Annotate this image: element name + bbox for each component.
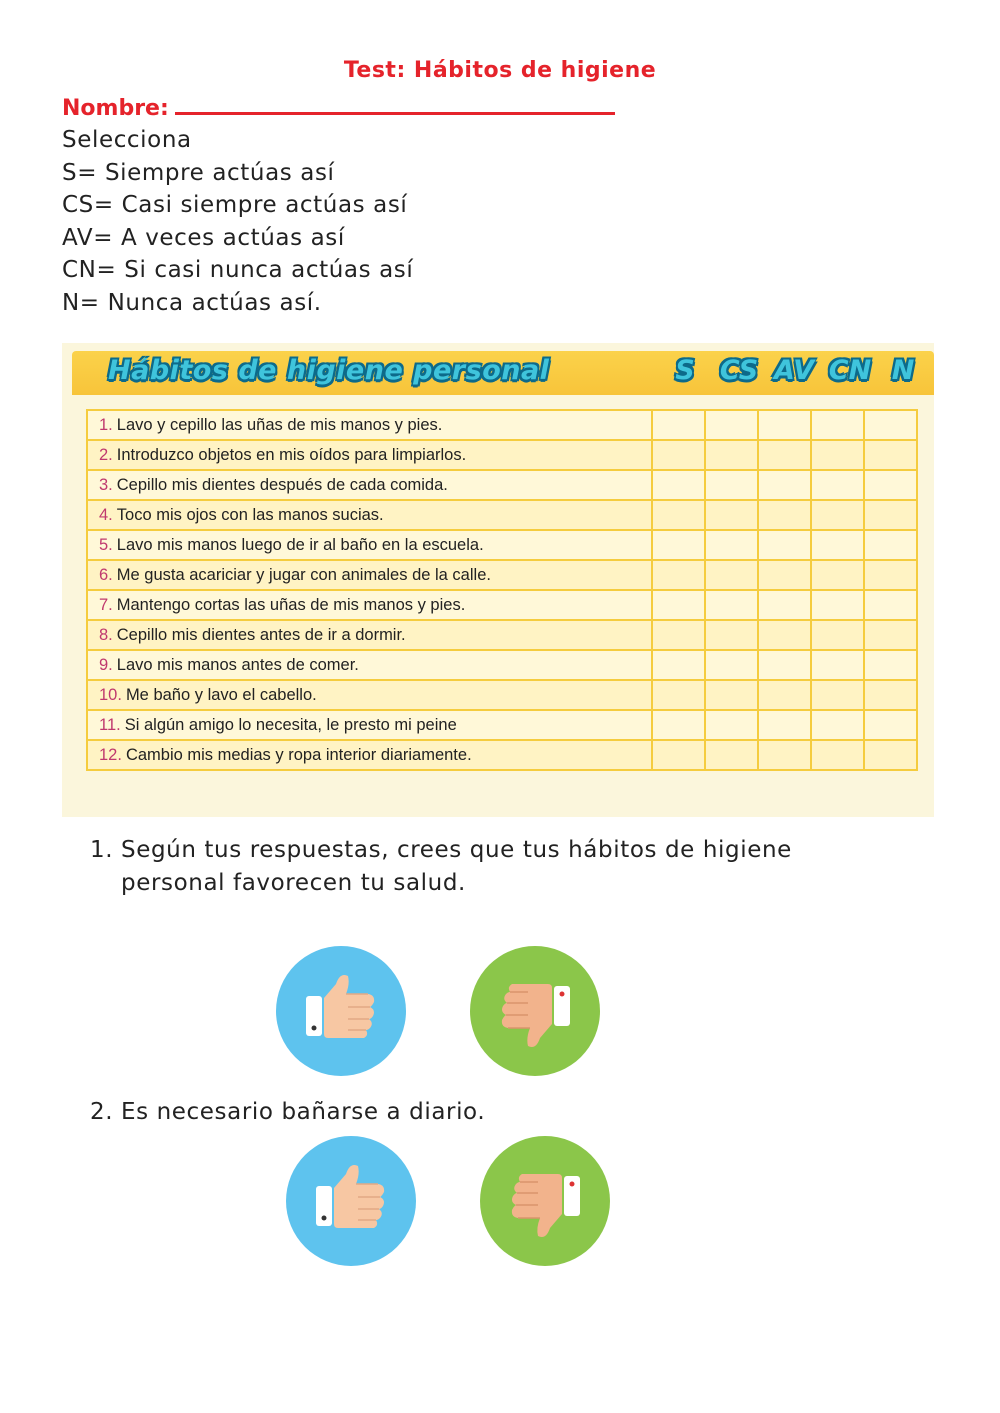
answer-cell-av[interactable] (758, 740, 811, 770)
answer-cell-n[interactable] (864, 440, 917, 470)
answer-cell-av[interactable] (758, 620, 811, 650)
answer-cell-av[interactable] (758, 530, 811, 560)
habit-text: Introduzco objetos en mis oídos para limpiarlos. (116, 445, 467, 464)
question-number: 1. (90, 837, 114, 863)
habit-text: Lavo mis manos antes de comer. (116, 655, 359, 674)
instruction-line: N= Nunca actúas así. (62, 289, 322, 316)
answer-cell-cs[interactable] (705, 590, 758, 620)
answer-cell-s[interactable] (652, 620, 705, 650)
habit-statement (87, 470, 652, 500)
answer-cell-n[interactable] (864, 560, 917, 590)
column-header-s: S (675, 355, 695, 386)
habit-number: 5. (99, 535, 113, 554)
name-label: Nombre: (62, 96, 169, 121)
habit-text: Mantengo cortas las uñas de mis manos y pies. (116, 595, 466, 614)
answer-cell-cs[interactable] (705, 740, 758, 770)
answer-cell-s[interactable] (652, 740, 705, 770)
thumbs-down-icon (470, 946, 600, 1076)
question-number: 2. (90, 1099, 114, 1125)
thumbs-up-icon (286, 1136, 416, 1266)
habit-number: 2. (99, 445, 113, 464)
habit-text: Me baño y lavo el cabello. (125, 685, 317, 704)
table-row (87, 500, 917, 530)
answer-cell-s[interactable] (652, 470, 705, 500)
habit-number: 6. (99, 565, 113, 584)
name-field-row (62, 92, 615, 121)
answer-cell-av[interactable] (758, 500, 811, 530)
answer-cell-av[interactable] (758, 710, 811, 740)
table-row (87, 440, 917, 470)
instruction-line: Selecciona (62, 127, 192, 153)
habit-statement (87, 680, 652, 710)
answer-cell-cs[interactable] (705, 530, 758, 560)
answer-cell-n[interactable] (864, 470, 917, 500)
table-row (87, 590, 917, 620)
q2-dislike-button[interactable] (480, 1136, 610, 1266)
answer-cell-av[interactable] (758, 410, 811, 440)
habit-text: Cambio mis medias y ropa interior diariamente. (125, 745, 472, 764)
answer-cell-n[interactable] (864, 590, 917, 620)
habit-number: 12. (99, 745, 122, 764)
habit-statement (87, 710, 652, 740)
answer-cell-s[interactable] (652, 590, 705, 620)
answer-cell-cn[interactable] (811, 560, 864, 590)
answer-cell-cs[interactable] (705, 620, 758, 650)
page-title: Test: Hábitos de higiene (343, 58, 657, 83)
answer-cell-n[interactable] (864, 620, 917, 650)
habits-grid (86, 409, 918, 771)
answer-cell-n[interactable] (864, 500, 917, 530)
table-row (87, 560, 917, 590)
habit-text: Lavo mis manos luego de ir al baño en la escuela. (116, 535, 484, 554)
answer-cell-cs[interactable] (705, 560, 758, 590)
answer-cell-cn[interactable] (811, 530, 864, 560)
habit-number: 10. (99, 685, 122, 704)
answer-cell-cs[interactable] (705, 440, 758, 470)
answer-cell-cs[interactable] (705, 680, 758, 710)
table-row (87, 620, 917, 650)
table-row (87, 680, 917, 710)
answer-cell-s[interactable] (652, 500, 705, 530)
habit-statement (87, 590, 652, 620)
answer-cell-av[interactable] (758, 650, 811, 680)
answer-cell-cn[interactable] (811, 650, 864, 680)
habit-text: Cepillo mis dientes antes de ir a dormir. (116, 625, 406, 644)
answer-cell-s[interactable] (652, 710, 705, 740)
thumbs-up-icon (276, 946, 406, 1076)
answer-cell-n[interactable] (864, 410, 917, 440)
habit-number: 9. (99, 655, 113, 674)
instruction-line: S= Siempre actúas así (62, 159, 335, 186)
habit-number: 4. (99, 505, 113, 524)
habit-text: Me gusta acariciar y jugar con animales de la calle. (116, 565, 491, 584)
instruction-line: CN= Si casi nunca actúas así (62, 257, 414, 284)
habit-statement (87, 530, 652, 560)
habit-number: 3. (99, 475, 113, 494)
table-row (87, 410, 917, 440)
table-row (87, 740, 917, 770)
column-header-cn: CN (828, 355, 872, 386)
question-text-line: personal favorecen tu salud. (121, 870, 466, 896)
instructions (62, 124, 413, 320)
habit-statement (87, 500, 652, 530)
answer-cell-cs[interactable] (705, 470, 758, 500)
answer-cell-cn[interactable] (811, 500, 864, 530)
answer-cell-s[interactable] (652, 410, 705, 440)
table-title: Hábitos de higiene personal (108, 355, 550, 386)
answer-cell-s[interactable] (652, 530, 705, 560)
answer-cell-s[interactable] (652, 680, 705, 710)
answer-cell-n[interactable] (864, 530, 917, 560)
table-header (72, 351, 934, 395)
table-row (87, 650, 917, 680)
habit-statement (87, 650, 652, 680)
question-2 (90, 1096, 890, 1129)
thumbs-down-icon (480, 1136, 610, 1266)
answer-cell-cs[interactable] (705, 650, 758, 680)
answer-cell-av[interactable] (758, 560, 811, 590)
answer-cell-av[interactable] (758, 440, 811, 470)
answer-cell-cn[interactable] (811, 740, 864, 770)
habit-number: 1. (99, 415, 113, 434)
question-text-line: Es necesario bañarse a diario. (121, 1099, 486, 1125)
table-row (87, 710, 917, 740)
answer-cell-n[interactable] (864, 650, 917, 680)
answer-cell-n[interactable] (864, 680, 917, 710)
answer-cell-cs[interactable] (705, 410, 758, 440)
answer-cell-av[interactable] (758, 680, 811, 710)
answer-cell-cn[interactable] (811, 470, 864, 500)
answer-cell-cn[interactable] (811, 680, 864, 710)
question-1 (90, 834, 890, 900)
instruction-line: CS= Casi siempre actúas así (62, 192, 408, 219)
habit-statement (87, 620, 652, 650)
habit-statement (87, 440, 652, 470)
answer-cell-s[interactable] (652, 650, 705, 680)
habit-statement (87, 740, 652, 770)
answer-cell-s[interactable] (652, 560, 705, 590)
answer-cell-av[interactable] (758, 470, 811, 500)
column-header-av: AV (774, 355, 814, 386)
column-header-n: N (891, 355, 915, 386)
habits-table (62, 343, 934, 817)
answer-cell-cn[interactable] (811, 710, 864, 740)
answer-cell-n[interactable] (864, 740, 917, 770)
habit-statement (87, 560, 652, 590)
habit-number: 7. (99, 595, 113, 614)
answer-cell-cs[interactable] (705, 500, 758, 530)
habit-number: 8. (99, 625, 113, 644)
q1-like-button[interactable] (276, 946, 406, 1076)
answer-cell-cn[interactable] (811, 410, 864, 440)
answer-cell-cn[interactable] (811, 590, 864, 620)
answer-cell-cs[interactable] (705, 710, 758, 740)
q1-dislike-button[interactable] (470, 946, 600, 1076)
habit-text: Cepillo mis dientes después de cada comida. (116, 475, 448, 494)
habit-statement (87, 410, 652, 440)
answer-cell-s[interactable] (652, 440, 705, 470)
habit-text: Lavo y cepillo las uñas de mis manos y pies. (116, 415, 443, 434)
column-header-cs: CS (719, 355, 759, 386)
habit-text: Toco mis ojos con las manos sucias. (116, 505, 384, 524)
name-input-line[interactable] (175, 92, 615, 115)
q2-like-button[interactable] (286, 1136, 416, 1266)
question-text-line: Según tus respuestas, crees que tus hábitos de higiene (121, 837, 792, 863)
answer-cell-cn[interactable] (811, 440, 864, 470)
answer-cell-n[interactable] (864, 710, 917, 740)
answer-cell-av[interactable] (758, 590, 811, 620)
table-row (87, 470, 917, 500)
instruction-line: AV= A veces actúas así (62, 224, 345, 251)
habit-number: 11. (99, 715, 121, 734)
habit-text: Si algún amigo lo necesita, le presto mi peine (124, 715, 457, 734)
answer-cell-cn[interactable] (811, 620, 864, 650)
table-row (87, 530, 917, 560)
